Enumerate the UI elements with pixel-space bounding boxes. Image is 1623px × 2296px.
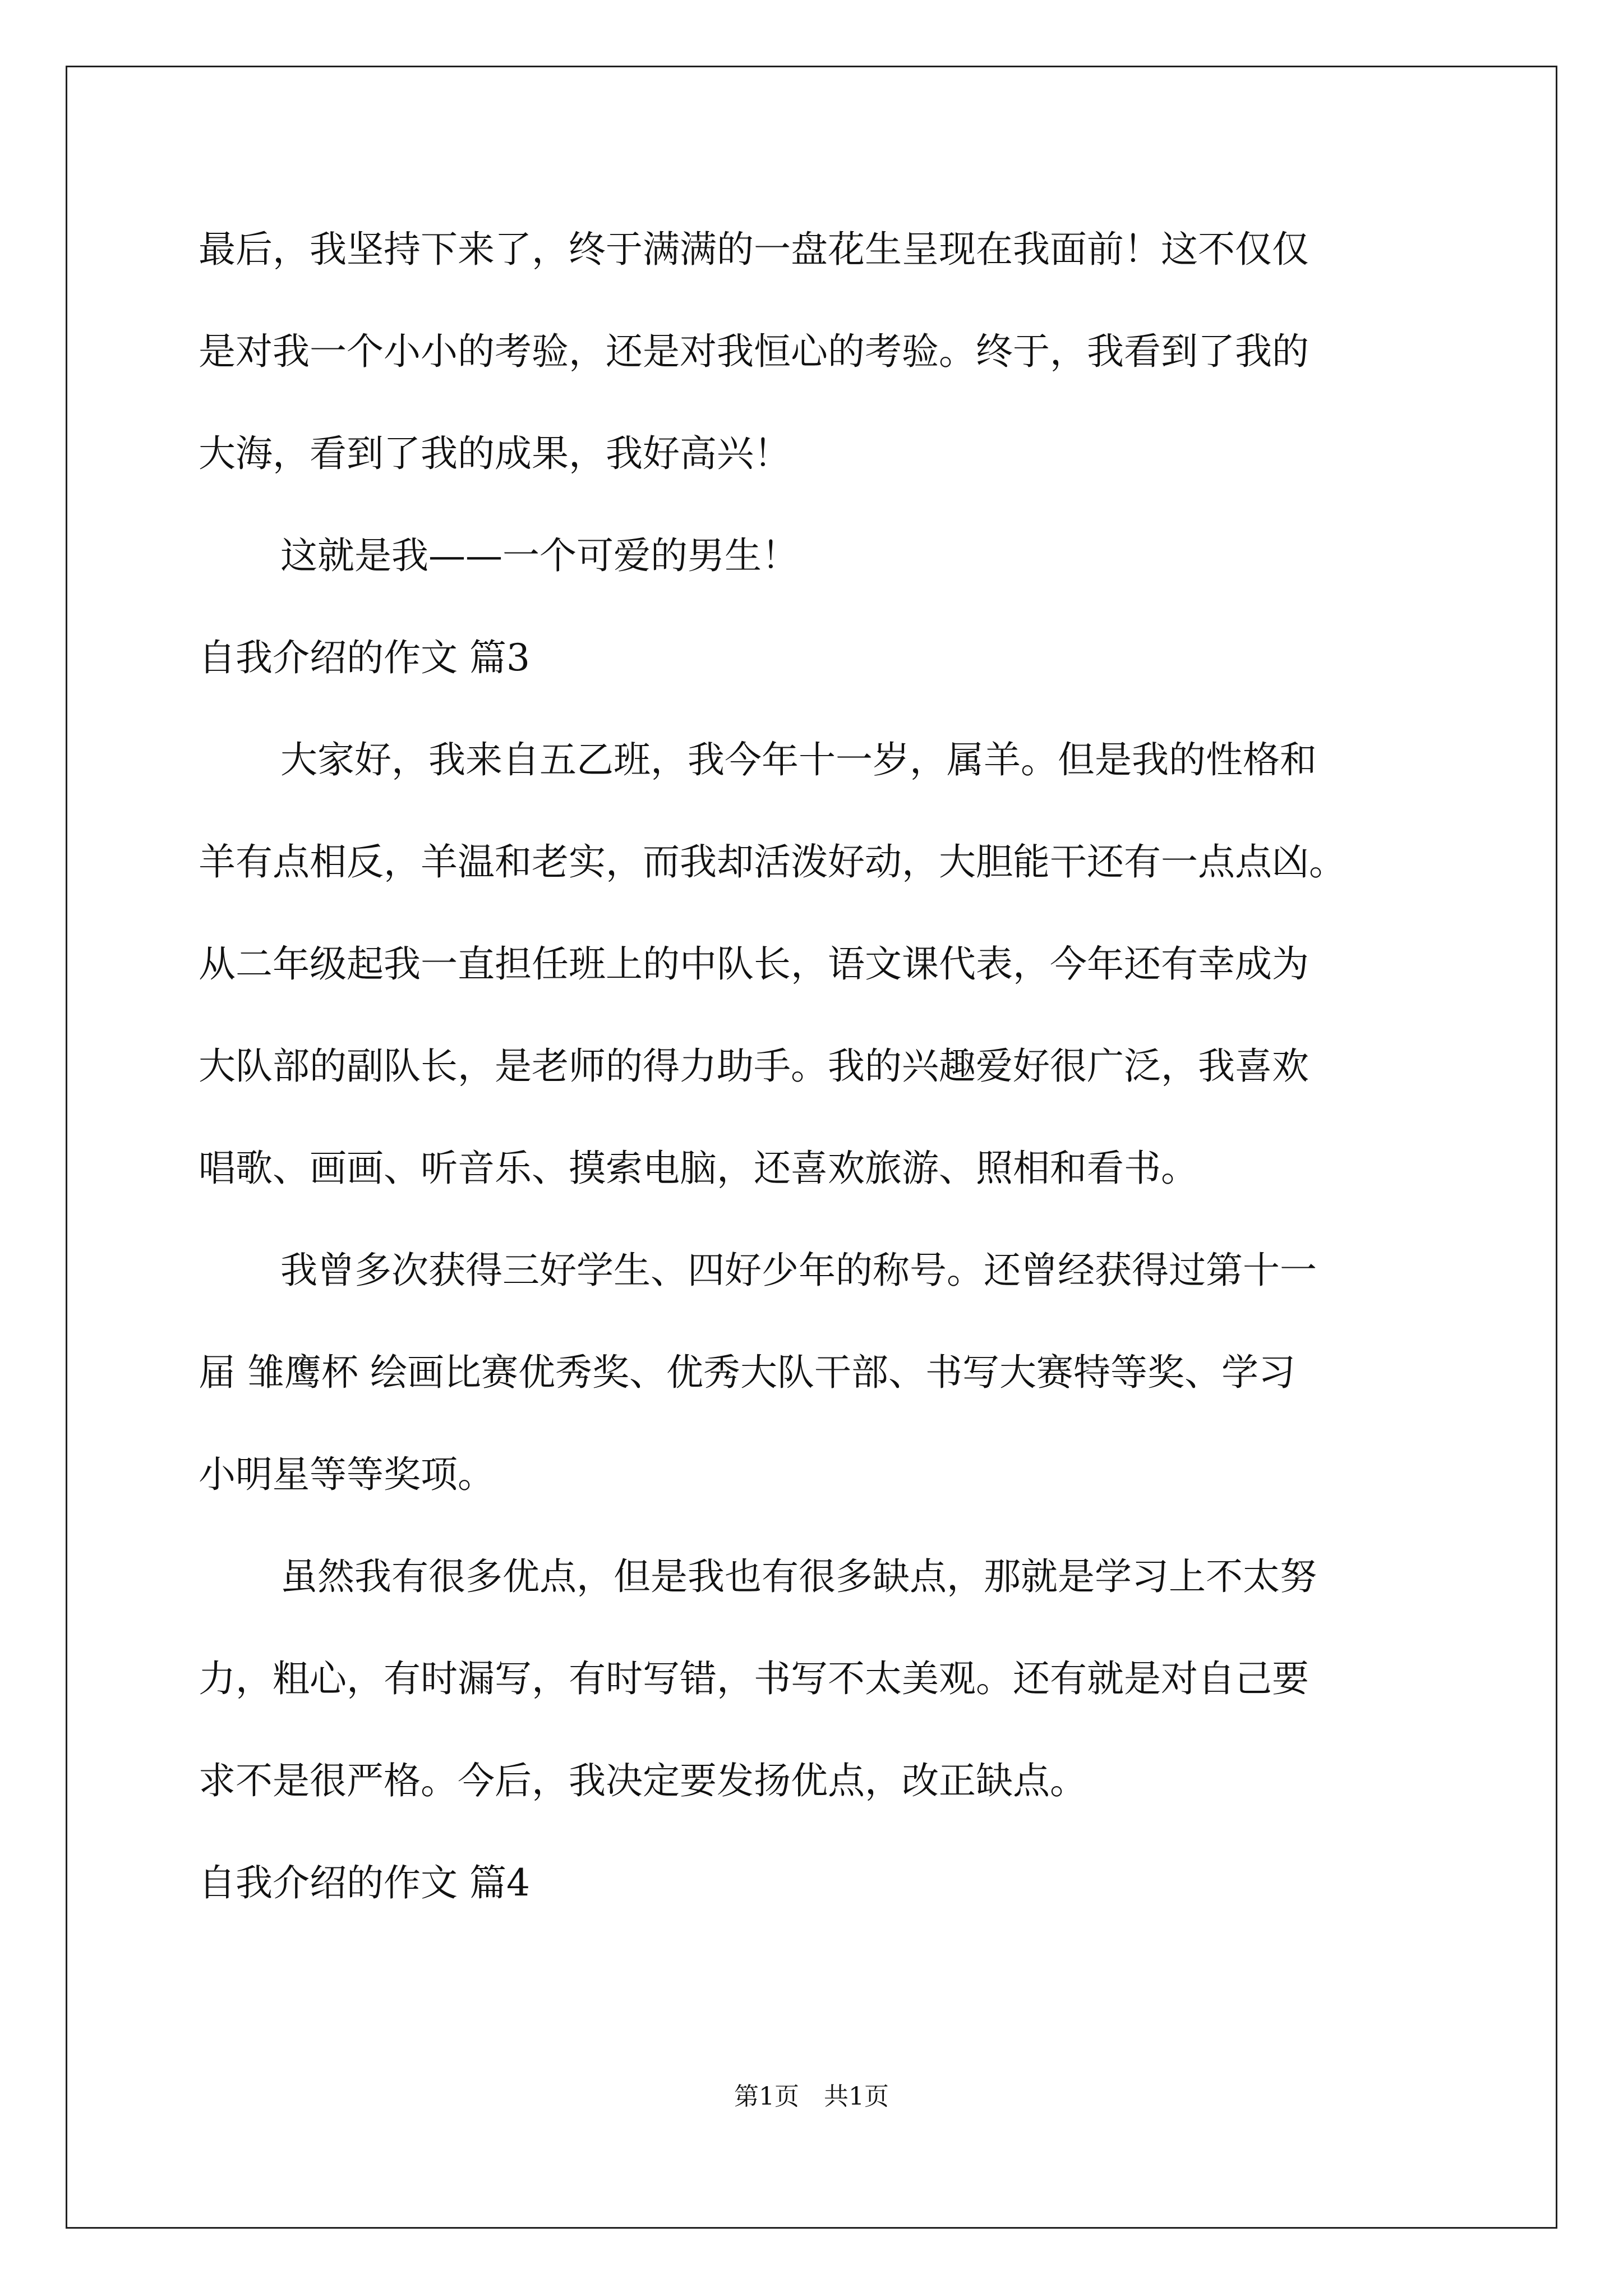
paragraph-line: 小明星等等奖项。: [199, 1453, 495, 1496]
paragraph-line: 羊有点相反，羊温和老实，而我却活泼好动，大胆能干还有一点点凶。: [199, 840, 1346, 884]
paragraph-line: 大海，看到了我的成果，我好高兴！: [199, 432, 791, 475]
paragraph-line: 是对我一个小小的考验，还是对我恒心的考验。终于，我看到了我的: [199, 330, 1309, 373]
section-heading: 自我介绍的作文 篇4: [199, 1861, 530, 1904]
page-footer: 第1页 共1页: [734, 2082, 889, 2111]
paragraph-line: 大家好，我来自五乙班，我今年十一岁，属羊。但是我的性格和: [280, 738, 1317, 781]
section-heading: 自我介绍的作文 篇3: [199, 636, 530, 679]
paragraph-line: 最后，我坚持下来了，终于满满的一盘花生呈现在我面前！这不仅仅: [199, 228, 1309, 271]
paragraph-line: 唱歌、画画、听音乐、摸索电脑，还喜欢旅游、照相和看书。: [199, 1147, 1198, 1190]
paragraph-line: 求不是很严格。今后，我决定要发扬优点，改正缺点。: [199, 1759, 1087, 1802]
paragraph-line: 届 雏鹰杯 绘画比赛优秀奖、优秀大队干部、书写大赛特等奖、学习: [199, 1351, 1295, 1394]
paragraph-line: 从二年级起我一直担任班上的中队长，语文课代表，今年还有幸成为: [199, 942, 1309, 986]
paragraph-line: 力，粗心，有时漏写，有时写错，书写不太美观。还有就是对自己要: [199, 1657, 1309, 1700]
paragraph-line: 虽然我有很多优点，但是我也有很多缺点，那就是学习上不太努: [280, 1555, 1317, 1598]
document-body: [199, 216, 1427, 1952]
paragraph-line: 大队部的副队长，是老师的得力助手。我的兴趣爱好很广泛，我喜欢: [199, 1045, 1309, 1088]
paragraph-line: 这就是我——一个可爱的男生！: [280, 534, 799, 577]
paragraph-line: 我曾多次获得三好学生、四好少年的称号。还曾经获得过第十一: [280, 1249, 1317, 1292]
